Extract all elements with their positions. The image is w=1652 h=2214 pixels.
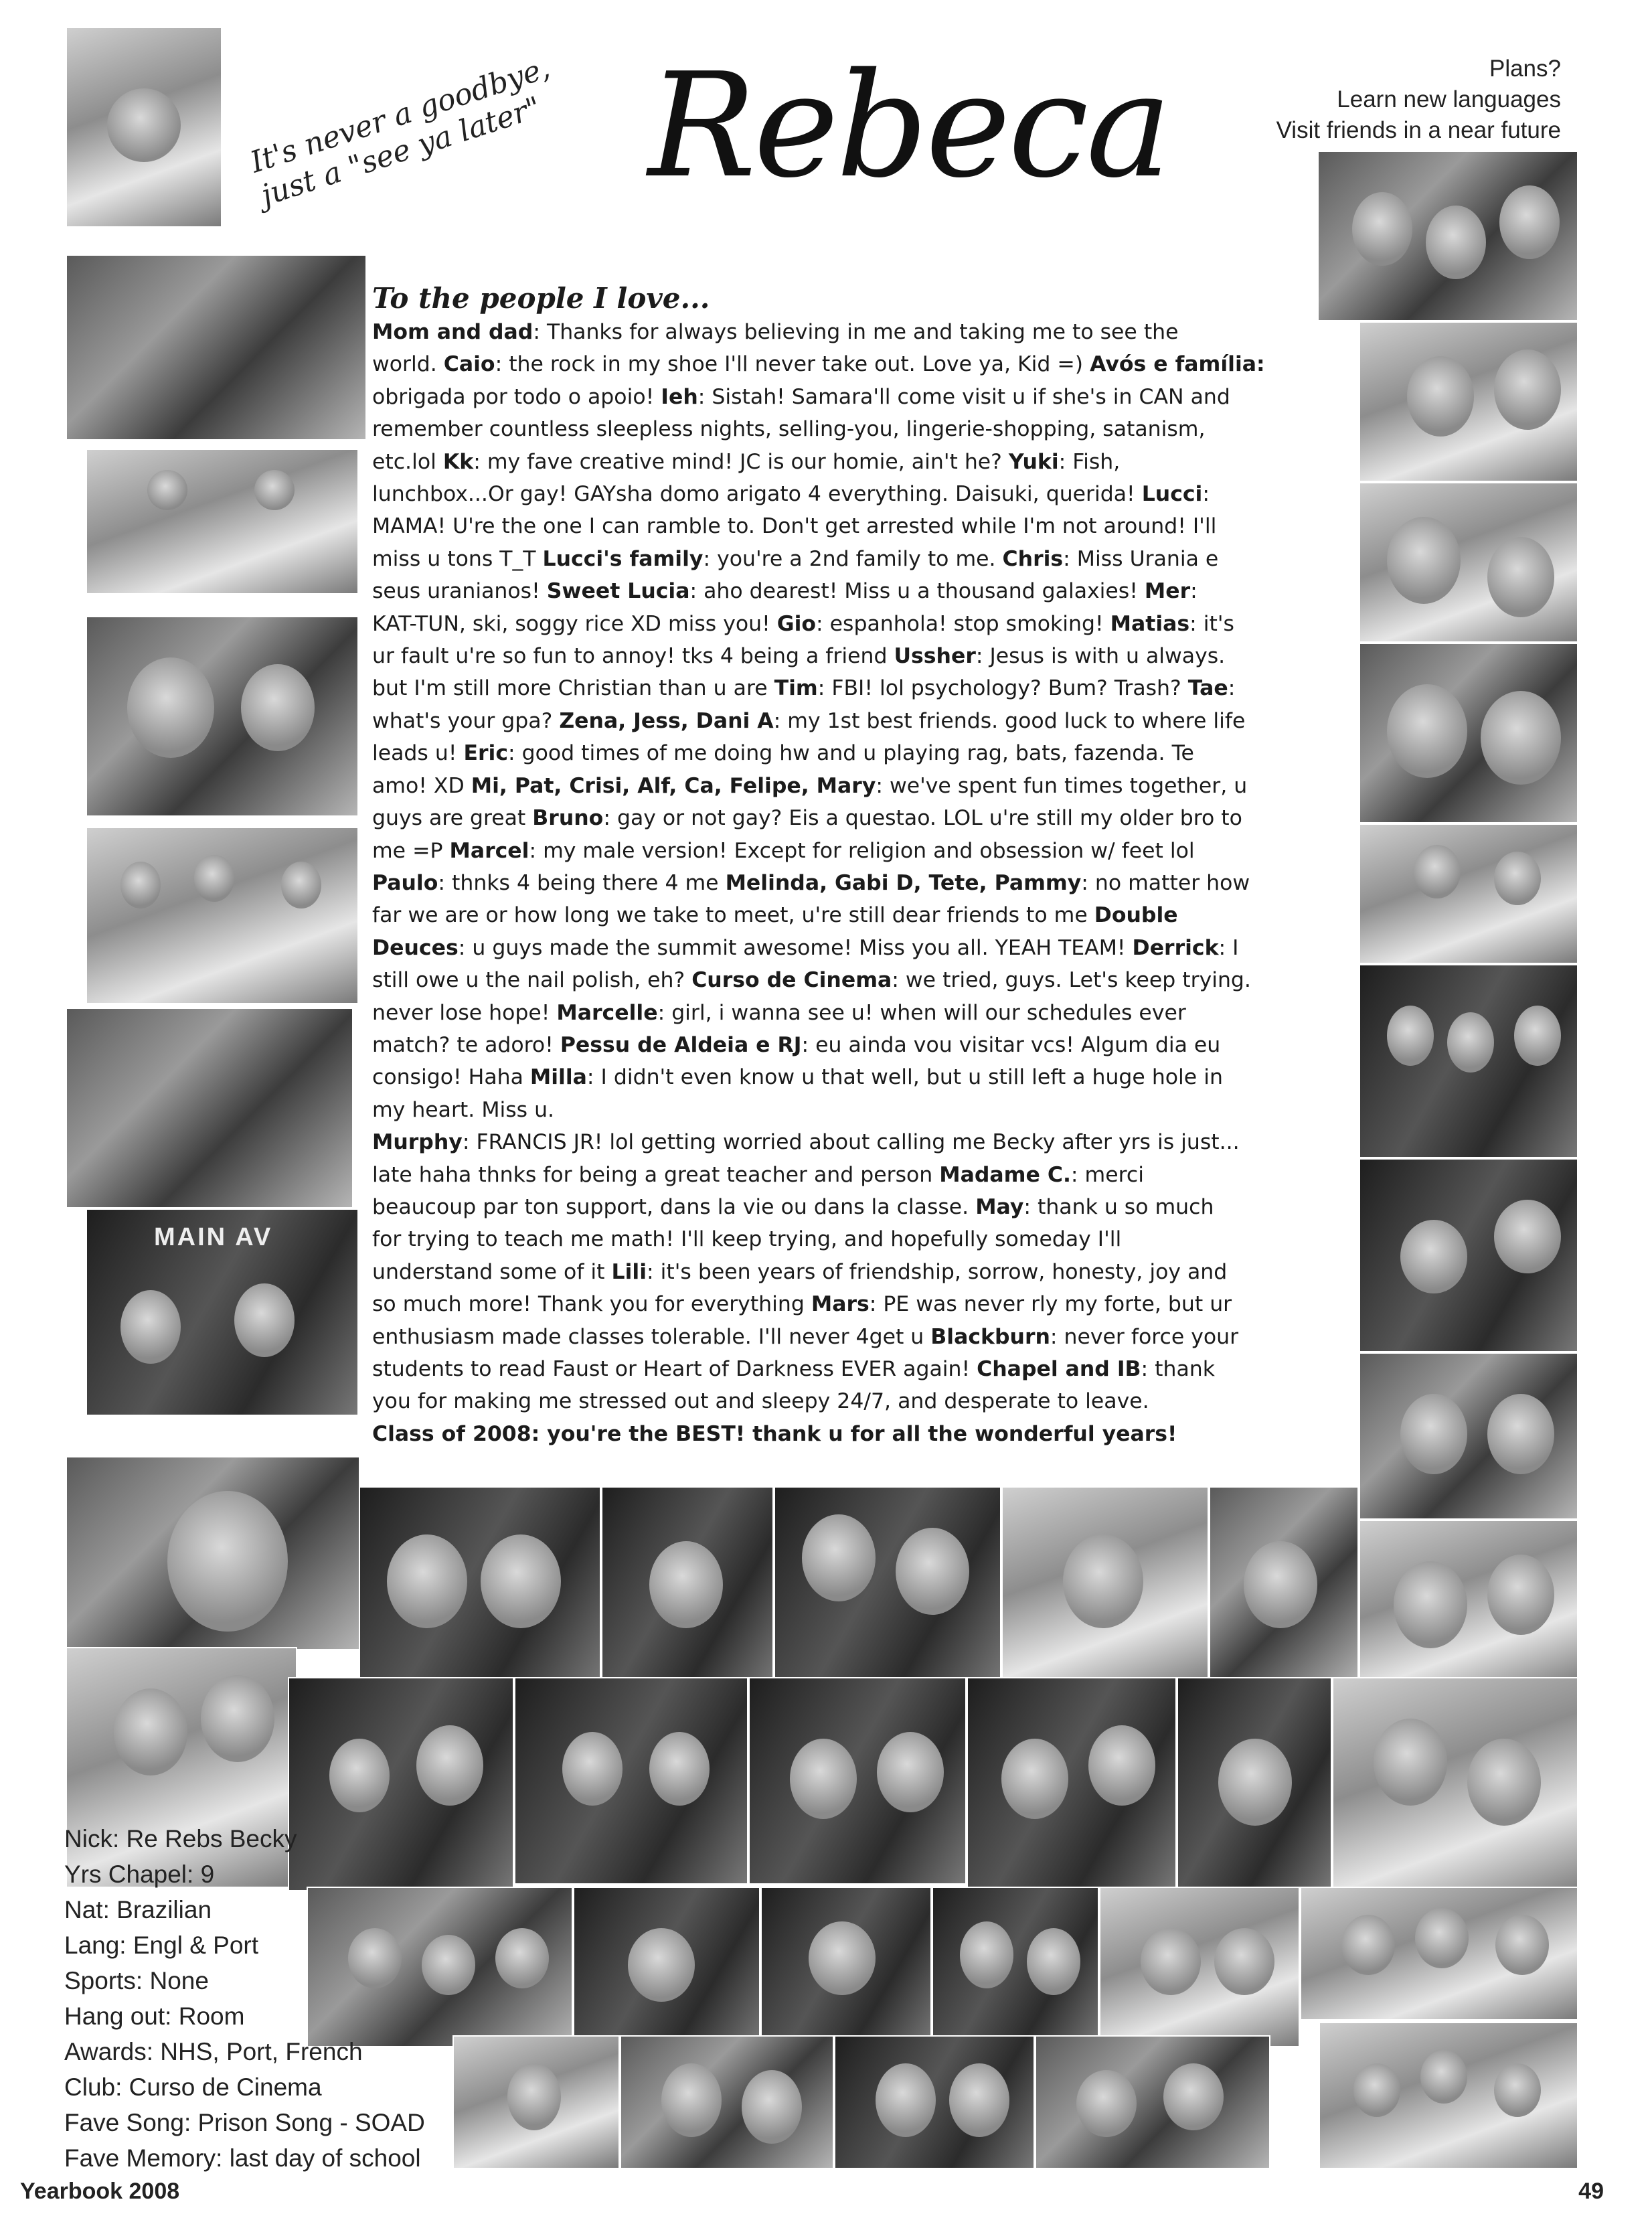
letter-text: : it's [1189, 611, 1234, 636]
letter-text: : eu ainda vou visitar vcs! Algum dia eu [801, 1032, 1221, 1057]
letter-name: Class of 2008: you're the BEST! thank u for all the wonderful years! [372, 1421, 1177, 1446]
letter-text: MAMA! U're the one I can ramble to. Don't get arrested while I'm not around! I'll [372, 514, 1217, 539]
letter-name: Madame C. [939, 1162, 1071, 1187]
letter-line [372, 575, 1360, 607]
letter-text: world. [372, 352, 444, 377]
photo-duo-right-2 [1359, 482, 1578, 643]
photo-bottom-8 [748, 1677, 967, 1885]
photo-bottom-1 [359, 1486, 601, 1687]
stat-nick: Nick: Re Rebs Becky [64, 1825, 297, 1852]
letter-name: Melinda, Gabi D, Tete, Pammy [725, 870, 1082, 895]
letter-line [372, 1126, 1360, 1158]
letter-text: my heart. Miss u. [372, 1097, 555, 1122]
dedication-letter [372, 281, 1360, 1450]
photo-sign-text: MAIN AV [154, 1223, 273, 1251]
letter-text: still owe u the nail polish, eh? [372, 968, 692, 993]
letter-line [372, 964, 1360, 996]
letter-line [372, 835, 1360, 867]
letter-name: Mer [1144, 579, 1191, 604]
letter-text: so much more! Thank you for everything [372, 1292, 811, 1317]
letter-line [372, 737, 1360, 769]
letter-text: : girl, i wanna see u! when will our schedules ever [657, 1000, 1186, 1025]
letter-line [372, 932, 1360, 964]
letter-text: : my fave creative mind! JC is our homie, ain't he? [473, 449, 1009, 474]
letter-name: Mi, Pat, Crisi, Alf, Ca, Felipe, Mary [471, 773, 876, 798]
letter-text: : you're a 2nd family to me. [703, 546, 1003, 571]
letter-text: enthusiasm made classes tolerable. I'll never 4get u [372, 1324, 931, 1349]
letter-text: students to read Faust or Heart of Darkness EVER again! [372, 1357, 977, 1381]
letter-name: Tim [774, 676, 818, 701]
letter-text: : good times of me doing hw and u playing rag, bats, fazenda. Te [508, 741, 1194, 766]
photo-lying-down [1359, 1158, 1578, 1352]
letter-text: lunchbox...Or gay! GAYsha domo arigato 4 everything. Daisuki, querida! [372, 482, 1142, 507]
letter-line [372, 770, 1360, 802]
photo-ski [1359, 823, 1578, 964]
letter-name: Lucci [1141, 482, 1203, 507]
photo-bottom-10 [1177, 1677, 1332, 1891]
letter-text: guys are great [372, 806, 533, 831]
photo-duo-right-4 [1359, 1352, 1578, 1520]
letter-line [372, 1418, 1360, 1450]
photo-bottom-14 [760, 1887, 932, 2047]
photo-group-class [66, 254, 367, 441]
photo-bottom-4 [1001, 1486, 1209, 1687]
letter-body [372, 316, 1360, 1450]
letter-text: : Thanks for always believing in me and taking me to see the [533, 320, 1179, 344]
stat-awards: Awards: NHS, Port, French [64, 2038, 363, 2065]
letter-name: Lili [611, 1259, 647, 1284]
letter-line [372, 672, 1360, 704]
letter-name: Marcelle [556, 1000, 658, 1025]
stat-years-chapel: Yrs Chapel: 9 [64, 1861, 215, 1888]
letter-name: Lucci's family [542, 546, 704, 571]
stat-hang-out: Hang out: Room [64, 2002, 245, 2030]
letter-text: : no matter how [1081, 870, 1250, 895]
letter-line [372, 1353, 1360, 1385]
letter-name: May [975, 1194, 1024, 1219]
photo-bottom-5 [1209, 1486, 1359, 1687]
photo-bottom-17 [1300, 1887, 1578, 2021]
letter-line [372, 543, 1360, 575]
letter-text: never lose hope! [372, 1000, 557, 1025]
letter-line [372, 1061, 1360, 1093]
photo-main-av [86, 1208, 359, 1416]
letter-name: Murphy [372, 1130, 463, 1155]
letter-name: Paulo [372, 870, 438, 895]
letter-line [372, 608, 1360, 640]
letter-text: for trying to teach me math! I'll keep trying, and hopefully someday I'll [372, 1227, 1122, 1252]
letter-text: consigo! Haha [372, 1065, 530, 1090]
letter-line [372, 1191, 1360, 1223]
letter-name: Ussher [894, 644, 976, 669]
letter-text: etc.lol [372, 449, 443, 474]
student-stats [64, 1821, 425, 2176]
letter-line [372, 997, 1360, 1029]
letter-text: KAT-TUN, ski, soggy rice XD miss you! [372, 611, 777, 636]
letter-heading: To the people I love... [372, 282, 710, 315]
letter-line [372, 1385, 1360, 1417]
photo-friends-2 [86, 827, 359, 1004]
letter-text: : my 1st best friends. good luck to where life [773, 708, 1246, 733]
page-number: 49 [1578, 2179, 1604, 2204]
letter-name: Caio [443, 352, 495, 377]
photo-duo-right-3 [1359, 643, 1578, 823]
photo-bottom-9 [967, 1677, 1177, 1891]
letter-line [372, 446, 1360, 478]
letter-name: Ieh [661, 384, 698, 409]
letter-text: : gay or not gay? Eis a questao. LOL u're still my older bro to [603, 806, 1242, 831]
letter-text: understand some of it [372, 1259, 612, 1284]
letter-text: seus uranianos! [372, 579, 547, 604]
letter-line [372, 413, 1360, 445]
letter-line [372, 1321, 1360, 1353]
letter-name: Avós e família: [1090, 352, 1265, 377]
letter-text: : I [1218, 935, 1239, 960]
letter-text: far we are or how long we take to meet, u're still dear friends to me [372, 903, 1094, 928]
letter-text: : Jesus is with u always. [975, 644, 1226, 669]
letter-line [372, 381, 1360, 413]
stat-nationality: Nat: Brazilian [64, 1896, 212, 1923]
letter-name: Chris [1002, 546, 1064, 571]
letter-text: : [1190, 579, 1197, 604]
letter-name: Blackburn [930, 1324, 1050, 1349]
letter-name: Matias [1110, 611, 1190, 636]
stat-club: Club: Curso de Cinema [64, 2073, 322, 2101]
letter-text: : thnks 4 being there 4 me [438, 870, 726, 895]
photo-bottom-2 [601, 1486, 774, 1687]
letter-text: : we've spent fun times together, u [876, 773, 1248, 798]
plans-heading: Plans? [1489, 56, 1561, 82]
letter-text: : FRANCIS JR! lol getting worried about calling me Becky after yrs is just... [462, 1130, 1240, 1155]
letter-line [372, 1256, 1360, 1288]
letter-name: Yuki [1008, 449, 1059, 474]
letter-text: : I didn't even know u that well, but u still left a huge hole in [586, 1065, 1223, 1090]
letter-line [372, 478, 1360, 510]
letter-text: : FBI! lol psychology? Bum? Trash? [817, 676, 1188, 701]
letter-text: : thank u so much [1023, 1194, 1214, 1219]
letter-name: Derrick [1132, 935, 1219, 960]
letter-text: : Fish, [1058, 449, 1121, 474]
publication-footer: Yearbook 2008 [20, 2179, 180, 2204]
letter-text: : [1202, 482, 1210, 507]
photo-duo-right-1 [1359, 321, 1578, 482]
letter-text: late haha thnks for being a great teacher and person [372, 1162, 940, 1187]
letter-text: : aho dearest! Miss u a thousand galaxies! [689, 579, 1145, 604]
stat-languages: Lang: Engl & Port [64, 1931, 259, 1959]
letter-text: : the rock in my shoe I'll never take out. Love ya, Kid =) [495, 352, 1090, 377]
letter-text: me =P [372, 838, 450, 863]
letter-line [372, 705, 1360, 737]
letter-name: Mom and dad [372, 320, 533, 344]
letter-name: Zena, Jess, Dani A [559, 708, 774, 733]
letter-name: Mars [811, 1292, 870, 1317]
photo-bottom-22 [1319, 2022, 1578, 2169]
stat-fave-song: Fave Song: Prison Song - SOAD [64, 2109, 425, 2136]
stat-fave-memory: Fave Memory: last day of school [64, 2144, 421, 2172]
letter-text: : we tried, guys. Let's keep trying. [892, 968, 1251, 993]
letter-text: : merci [1070, 1162, 1144, 1187]
letter-text: but I'm still more Christian than u are [372, 676, 774, 701]
photo-bottom-11 [1332, 1677, 1578, 1898]
letter-text: : my male version! Except for religion and obsession w/ feet lol [529, 838, 1195, 863]
letter-line [372, 802, 1360, 834]
letter-text: : Sistah! Samara'll come visit u if she's in CAN and [697, 384, 1230, 409]
letter-text: : espanhola! stop smoking! [816, 611, 1110, 636]
photo-group-bench [66, 1008, 353, 1208]
letter-text: : it's been years of friendship, sorrow, honesty, joy and [647, 1259, 1228, 1284]
letter-line [372, 348, 1360, 380]
plans-item: Learn new languages [1337, 86, 1561, 112]
photo-bottom-7 [514, 1677, 748, 1885]
letter-name: Eric [463, 741, 508, 766]
letter-text: : never force your [1050, 1324, 1239, 1349]
letter-line [372, 1159, 1360, 1191]
letter-name: Double [1094, 903, 1178, 928]
letter-name: Chapel and IB [977, 1357, 1141, 1381]
photo-bottom-21 [1035, 2035, 1270, 2169]
letter-text: : Miss Urania e [1063, 546, 1219, 571]
letter-name: Curso de Cinema [691, 968, 892, 993]
plans-item: Visit friends in a near future [1276, 117, 1561, 143]
photo-group-night [1359, 964, 1578, 1158]
photo-bottom-19 [620, 2035, 834, 2169]
photo-parents [86, 449, 359, 595]
letter-line [372, 1029, 1360, 1061]
photo-duo-right-5 [1359, 1520, 1578, 1687]
letter-name: Pessu de Aldeia e RJ [560, 1032, 802, 1057]
letter-line [372, 867, 1360, 899]
letter-text: : [1228, 676, 1236, 701]
letter-text: : u guys made the summit awesome! Miss you all. YEAH TEAM! [458, 935, 1133, 960]
photo-bottom-16 [1099, 1887, 1300, 2047]
letter-name: Milla [529, 1065, 587, 1090]
letter-text: remember countless sleepless nights, selling-you, lingerie-shopping, satanism, [372, 417, 1206, 442]
letter-name: Sweet Lucia [546, 579, 690, 604]
letter-name: Tae [1187, 676, 1228, 701]
letter-name: Marcel [449, 838, 529, 863]
photo-bottom-3 [774, 1486, 1001, 1687]
motto: It's never a goodbye, just a "see ya later" [246, 50, 554, 213]
letter-text: : thank [1141, 1357, 1215, 1381]
page-title: Rebeca [648, 42, 1169, 210]
photo-bottom-13 [573, 1887, 760, 2047]
photo-friends-1 [86, 616, 359, 817]
letter-name: Gio [776, 611, 817, 636]
letter-text: match? te adoro! [372, 1032, 560, 1057]
letter-text: what's your gpa? [372, 708, 560, 733]
letter-line [372, 1288, 1360, 1320]
photo-bottom-20 [834, 2035, 1035, 2169]
letter-line [372, 1223, 1360, 1255]
letter-text: amo! XD [372, 773, 471, 798]
letter-text: beaucoup par ton support, dans la vie ou dans la classe. [372, 1194, 976, 1219]
letter-text: leads u! [372, 741, 464, 766]
letter-line [372, 640, 1360, 672]
letter-line [372, 899, 1360, 931]
letter-line [372, 510, 1360, 542]
stat-sports: Sports: None [64, 1967, 209, 1994]
photo-selfie-left [66, 1456, 360, 1650]
letter-name: Deuces [372, 935, 459, 960]
photo-bottom-15 [932, 1887, 1099, 2047]
letter-text: miss u tons T_T [372, 546, 543, 571]
letter-line [372, 316, 1360, 348]
letter-text: you for making me stressed out and sleepy 24/7, and desperate to leave. [372, 1389, 1149, 1414]
letter-text: : PE was never rly my forte, but ur [869, 1292, 1232, 1317]
letter-text: ur fault u're so fun to annoy! tks 4 being a friend [372, 644, 894, 669]
letter-name: Bruno [532, 806, 604, 831]
letter-line [372, 1094, 1360, 1126]
photo-flower [66, 27, 222, 228]
letter-name: Kk [442, 449, 474, 474]
photo-bottom-18 [452, 2035, 620, 2169]
plans-box [1276, 54, 1561, 146]
letter-text: obrigada por todo o apoio! [372, 384, 661, 409]
